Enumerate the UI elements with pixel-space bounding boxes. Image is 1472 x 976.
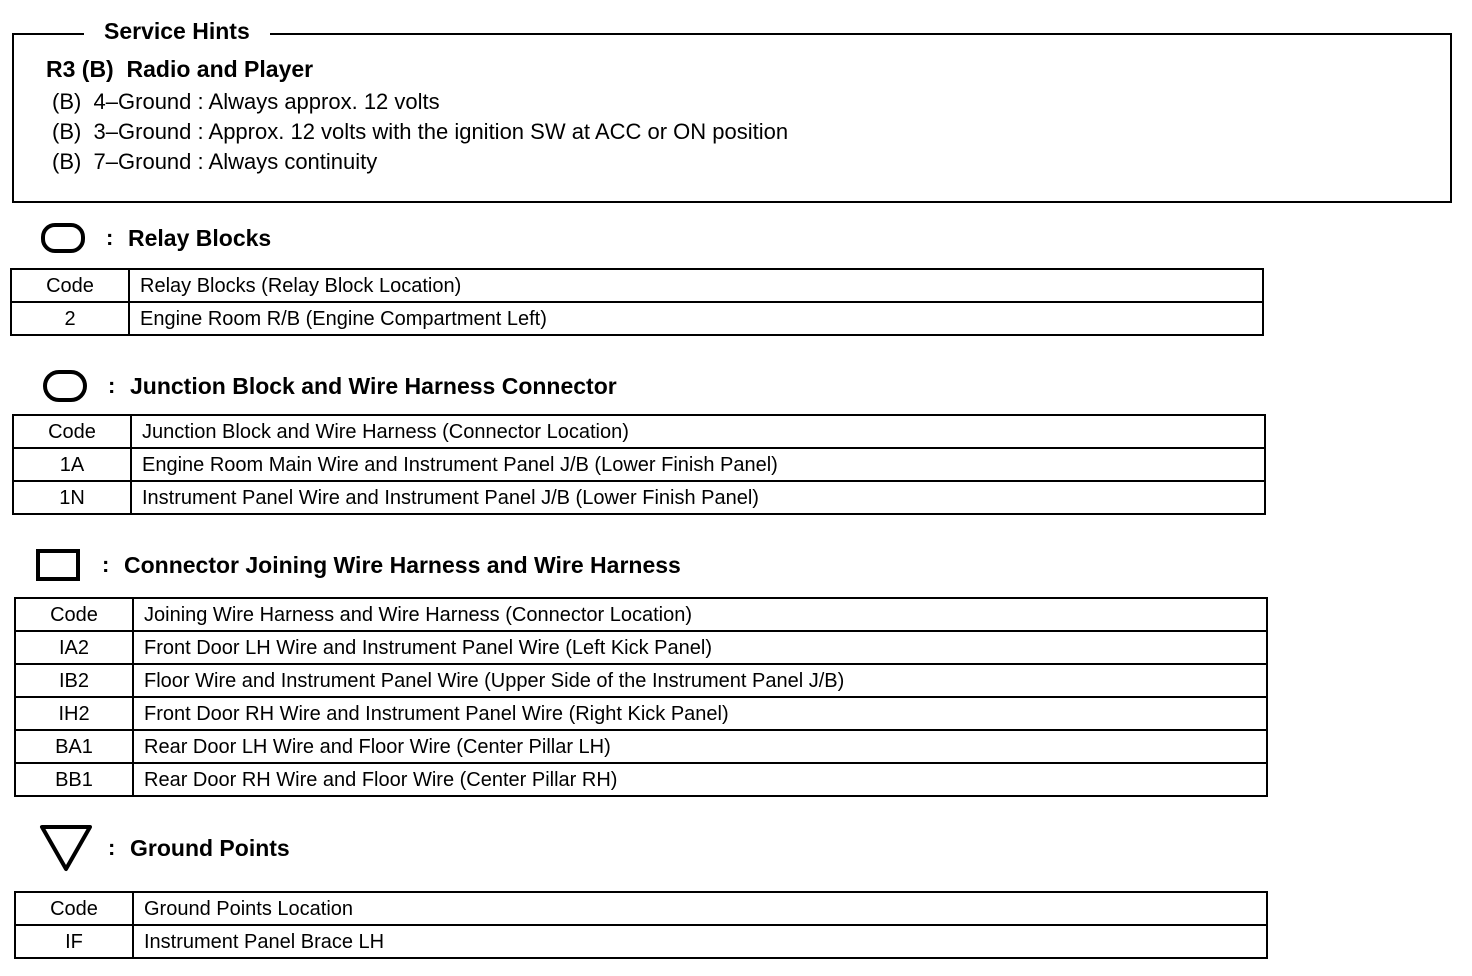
cell-code: IH2 [15,697,133,730]
table-row [15,925,1267,958]
column-header-code: Code [15,598,133,631]
cell-location: Instrument Panel Wire and Instrument Panel J/B (Lower Finish Panel) [131,481,1265,514]
table-row [15,697,1267,730]
table-row [13,481,1265,514]
cell-code: 1A [13,448,131,481]
cell-code: 2 [11,302,129,335]
hint-line: (B) 4–Ground : Always approx. 12 volts [52,89,440,114]
column-header-location: Joining Wire Harness and Wire Harness (Connector Location) [133,598,1267,631]
rectangle-icon [20,543,100,587]
column-header-location: Ground Points Location [133,892,1267,925]
cell-code: IA2 [15,631,133,664]
hint-line: (B) 7–Ground : Always continuity [52,149,378,174]
cell-code: IF [15,925,133,958]
table-row [15,763,1267,796]
table-header-row [11,269,1263,302]
junction-blocks-table [12,414,1266,515]
hint-line: (B) 3–Ground : Approx. 12 volts with the ignition SW at ACC or ON position [52,119,789,144]
table-header-row [15,892,1267,925]
oval-icon [26,364,106,408]
ground-points-title: Ground Points [130,834,290,861]
cell-location: Front Door RH Wire and Instrument Panel Wire (Right Kick Panel) [133,697,1267,730]
relay-blocks-table [10,268,1264,336]
table-row [15,664,1267,697]
rounded-rect-icon [24,216,104,260]
table-row [13,448,1265,481]
ground-points-table [14,891,1268,959]
table-header-row [13,415,1265,448]
table-row [11,302,1263,335]
connectors-title: Connector Joining Wire Harness and Wire Harness [124,551,681,578]
ground-points-header [26,826,290,870]
cell-location: Instrument Panel Brace LH [133,925,1267,958]
column-header-location: Junction Block and Wire Harness (Connector Location) [131,415,1265,448]
connectors-colon: : [102,552,110,577]
junction-blocks-colon: : [108,373,116,398]
connectors-table [14,597,1268,797]
table-row [15,631,1267,664]
relay-blocks-title: Relay Blocks [128,224,272,251]
junction-blocks-title: Junction Block and Wire Harness Connector [130,372,617,399]
cell-location: Front Door LH Wire and Instrument Panel Wire (Left Kick Panel) [133,631,1267,664]
cell-code: BA1 [15,730,133,763]
relay-blocks-header [24,216,271,260]
triangle-down-icon [26,826,106,870]
service-hints-heading: R3 (B) Radio and Player [46,56,314,82]
relay-blocks-colon: : [106,225,114,250]
junction-blocks-header [26,364,617,408]
table-header-row [15,598,1267,631]
cell-location: Engine Room R/B (Engine Compartment Left) [129,302,1263,335]
column-header-code: Code [13,415,131,448]
table-row [15,730,1267,763]
cell-code: BB1 [15,763,133,796]
cell-code: IB2 [15,664,133,697]
column-header-code: Code [11,269,129,302]
connectors-header [20,543,681,587]
service-hints-title: Service Hints [84,16,270,46]
ground-points-colon: : [108,835,116,860]
cell-code: 1N [13,481,131,514]
cell-location: Floor Wire and Instrument Panel Wire (Upper Side of the Instrument Panel J/B) [133,664,1267,697]
column-header-location: Relay Blocks (Relay Block Location) [129,269,1263,302]
cell-location: Engine Room Main Wire and Instrument Panel J/B (Lower Finish Panel) [131,448,1265,481]
column-header-code: Code [15,892,133,925]
cell-location: Rear Door RH Wire and Floor Wire (Center Pillar RH) [133,763,1267,796]
cell-location: Rear Door LH Wire and Floor Wire (Center Pillar LH) [133,730,1267,763]
